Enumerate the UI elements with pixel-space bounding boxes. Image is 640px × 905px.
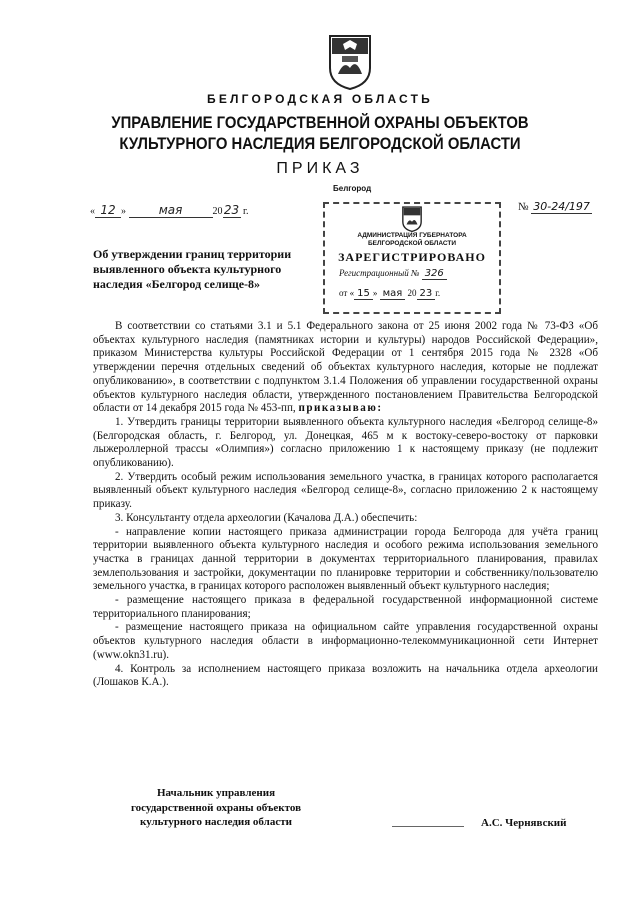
stamp-registered: ЗАРЕГИСТРИРОВАНО — [338, 250, 486, 264]
stamp-reg-label: Регистрационный № — [339, 268, 420, 278]
date-day: 12 — [95, 203, 121, 218]
document-date — [90, 203, 248, 218]
item-3: 3. Консультанту отдела археологии (Качалова Д.А.) обеспечить: — [115, 511, 418, 524]
coat-of-arms-icon — [326, 34, 374, 90]
intro-paragraph — [93, 320, 598, 416]
item-2: 2. Утвердить особый режим использования земельного участка, в границах которого располагается выявленный объект культурного наследия «Белгород селище-8», согласно приложению 2 к настоящему приказу. — [93, 470, 598, 511]
stamp-admin — [325, 232, 499, 248]
stamp-reg-number — [339, 268, 447, 279]
stamp-date-year-prefix: 20 — [407, 288, 417, 298]
order-word: приказываю: — [298, 402, 383, 415]
signatory-position — [96, 786, 336, 830]
stamp-date-day: 15 — [354, 288, 373, 300]
item-3b: - размещение настоящего приказа в федеральной государственной информационной системе территориального планирования; — [93, 594, 598, 620]
item-3a: - направление копии настоящего приказа администрации города Белгорода для учёта границ территории выявленного объекта культурного наследия и особого режима использования земельного участка в границах данной территории в документах территориального планирования, правилах землепользования и застройки, документации по планировке территории и собственнику/пользователю земельного участка, в границах которого расположен выявленный объект культурного наследия; — [93, 525, 598, 593]
position-line3: культурного наследия области — [140, 816, 292, 828]
date-open-quote: « — [90, 206, 95, 217]
position-line1: Начальник управления — [156, 787, 276, 799]
organization-name-line1: УПРАВЛЕНИЕ ГОСУДАРСТВЕННОЙ ОХРАНЫ ОБЪЕКТОВ — [111, 114, 529, 132]
date-year: 23 — [223, 203, 240, 217]
item-4: 4. Контроль за исполнением настоящего приказа возложить на начальника отдела археологии (Лошаков К.А.). — [93, 662, 598, 689]
stamp-admin-line1: АДМИНИСТРАЦИЯ ГУБЕРНАТОРА — [357, 232, 467, 239]
stamp-date-mid: » — [372, 288, 378, 298]
order-body — [93, 320, 598, 690]
stamp-date-month: мая — [380, 288, 406, 300]
organization-name — [32, 113, 608, 155]
stamp-admin-line2: БЕЛГОРОДСКОЙ ОБЛАСТИ — [367, 240, 457, 247]
date-close-quote: » — [121, 206, 126, 217]
date-year-prefix: 20 — [212, 206, 223, 217]
organization-name-line2: КУЛЬТУРНОГО НАСЛЕДИЯ БЕЛГОРОДСКОЙ ОБЛАСТИ — [119, 135, 521, 153]
stamp-date-year: 23 — [417, 288, 436, 300]
number-value: 30-24/197 — [533, 200, 590, 213]
document-type: ПРИКАЗ — [276, 160, 364, 177]
position-line2: государственной охраны объектов — [130, 801, 302, 814]
region-name: БЕЛГОРОДСКАЯ ОБЛАСТЬ — [207, 92, 433, 106]
registration-stamp — [323, 202, 501, 314]
date-year-mark: г. — [243, 206, 249, 217]
stamp-date — [339, 288, 440, 299]
stamp-date-suffix: г. — [435, 288, 441, 298]
item-3c: - размещение настоящего приказа на официальном сайте управления государственной охраны объектов культурного наследия области в информационно-телекоммуникационной сети Интернет (www.okn31.ru). — [93, 621, 598, 661]
document-number — [518, 200, 592, 214]
signatory-name: А.С. Чернявский — [481, 817, 567, 829]
stamp-emblem-icon — [401, 206, 423, 232]
item-1: 1. Утвердить границы территории выявленного объекта культурного наследия «Белгород селище-8» (Белгородская область, г. Белгород, ул. Донецкая, 465 м к востоку-северо-востоку от парковки лыжероллерной трассы «Олимпия») согласно приложению 1 к настоящему приказу (не подлежит опубликованию). — [93, 415, 598, 470]
date-month: мая — [129, 203, 213, 218]
signature-line — [392, 826, 464, 827]
intro-text: В соответствии со статьями 3.1 и 5.1 Федерального закона от 25 июня 2002 года № 73-ФЗ «Об объектах культурного наследия (памятниках истории и культуры) народов Российской Федерации», приказом Министерства культуры Российской Федерации от 1 сентября 2015 года № 2328 «Об утверждении перечня отдельных сведений об объектах культурного наследия, которые не подлежат опубликованию», в соответствии с подпунктом 3.1.4 Положения об управлении государственной охраны объектов культурного наследия области, утвержденного постановлением Правительства Белгородской области от 14 декабря 2015 года № 453-пп, — [93, 320, 598, 415]
order-title: Об утверждении границ территории выявленного объекта культурного наследия «Белгород селище-8» — [93, 247, 292, 291]
city-name: Белгород — [333, 184, 372, 193]
number-label: № — [518, 201, 529, 213]
stamp-date-prefix: от « — [339, 288, 355, 298]
stamp-reg-value: 326 — [422, 268, 447, 280]
